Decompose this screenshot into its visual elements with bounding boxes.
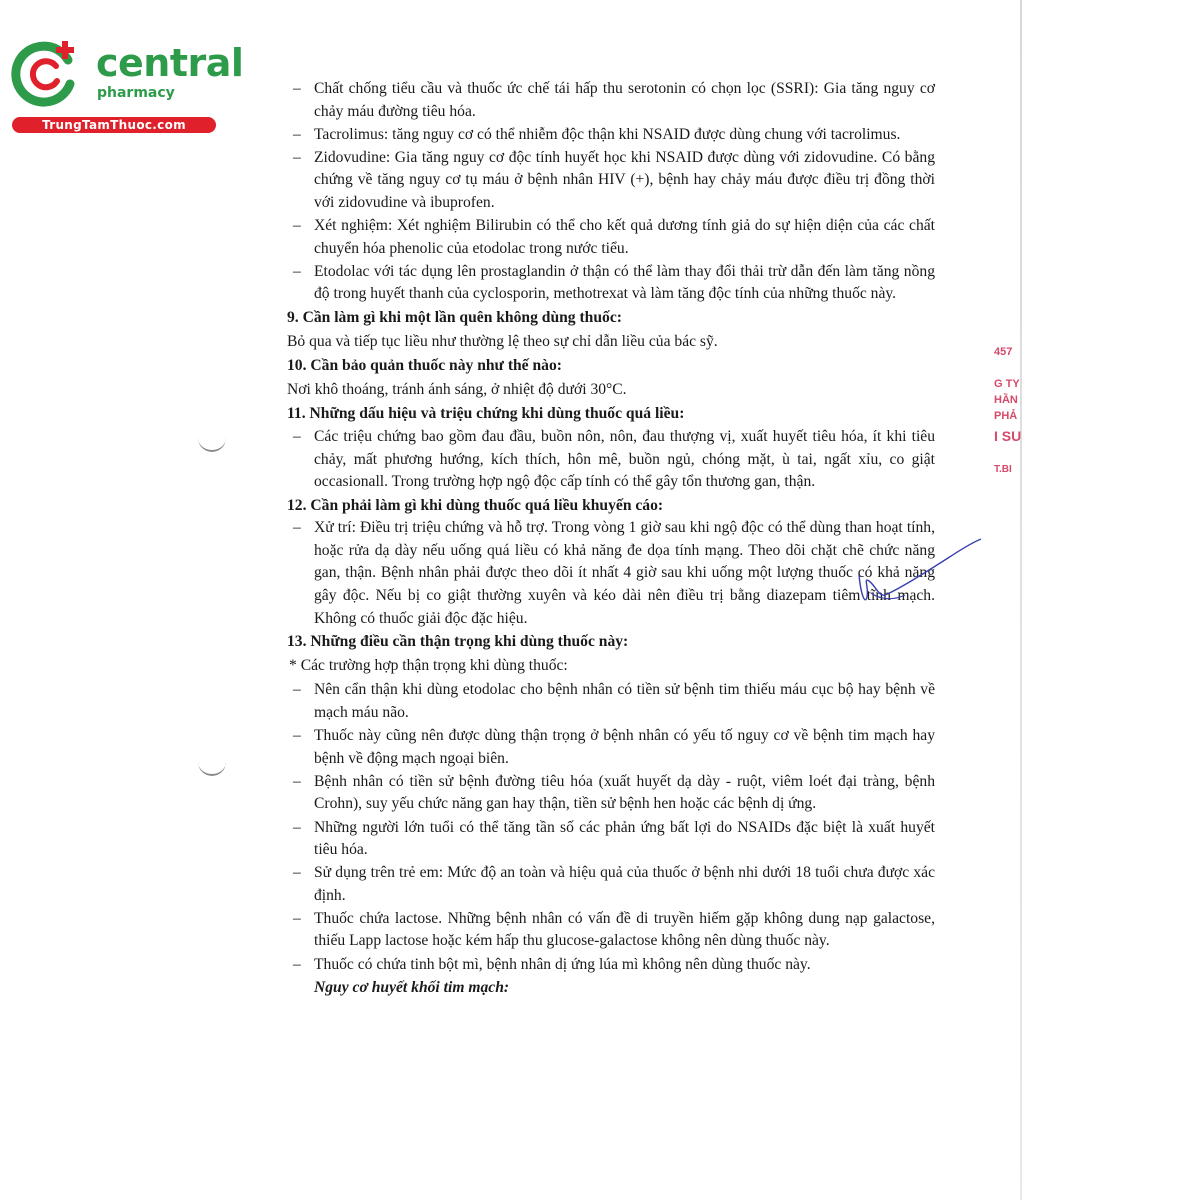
signature-mark [845, 535, 985, 625]
bullet-dash: – [293, 217, 301, 235]
bullet-text: Thuốc này cũng nên được dùng thận trọng ở bệnh nhân có yếu tố nguy cơ về bệnh tim mạch hay bệnh về động mạch ngoại biên. [314, 727, 935, 767]
bullet-item [287, 426, 935, 494]
note-line: * Các trường hợp thận trọng khi dùng thuốc: [289, 656, 568, 674]
bullet-text: Thuốc có chứa tinh bột mì, bệnh nhân dị ứng lúa mì không nên dùng thuốc này. [314, 955, 811, 973]
bullet-text: Xét nghiệm: Xét nghiệm Bilirubin có thể cho kết quả dương tính giả do sự hiện diện của các chất chuyển hóa phenolic của etodolac trong nước tiểu. [314, 217, 935, 257]
stamp-line: G TY [994, 378, 1020, 390]
bullet-dash: – [293, 262, 301, 280]
bullet-item [287, 908, 935, 953]
bullet-text: Nên cẩn thận khi dùng etodolac cho bệnh nhân có tiền sử bệnh tim thiếu máu cục bộ hay bệnh về mạch máu não. [314, 681, 935, 722]
bullet-item [287, 771, 935, 816]
bullet-dash: – [293, 519, 301, 537]
section-heading: 12. Cần phải làm gì khi dùng thuốc quá liều khuyến cáo: [287, 496, 664, 514]
bullet-dash: – [293, 125, 301, 143]
bullet-item [287, 215, 935, 260]
bullet-item [287, 862, 935, 907]
bullet-text: Xử trí: Điều trị triệu chứng và hỗ trợ. Trong vòng 1 giờ sau khi ngộ độc có thể dùng than hoạt tính, hoặc rửa dạ dày nếu uống quá liều có khả năng đe dọa tính mạng. Theo dõi chặt chẽ chức năng gan, thận. Bệnh nhân phải được theo dõi ít nhất 4 giờ sau khi uống một lượng thuốc có khả năng gây độc. Nếu bị co giật thường xuyên và kéo dài nên điều trị bằng diazepam tiêm tĩnh mạch. Không có thuốc giải độc đặc hiệu. [314, 519, 935, 627]
stamp-line: PHẢ [994, 410, 1018, 422]
bullet-dash: – [293, 148, 301, 166]
bullet-item [287, 725, 935, 770]
subheading-italic: Nguy cơ huyết khối tim mạch: [314, 978, 510, 996]
bullet-dash: – [293, 727, 301, 745]
page-edge [1020, 0, 1022, 1200]
stamp-line: I SU [994, 428, 1022, 444]
bullet-text: Bệnh nhân có tiền sử bệnh đường tiêu hóa (xuất huyết dạ dày - ruột, viêm loét đại tràng, bệnh Crohn), suy yếu chức năng gan hay thận, tiền sử bệnh hen hoặc các bệnh dị ứng. [314, 772, 935, 813]
central-logo-icon [10, 38, 80, 108]
stamp-line: HẦN [994, 394, 1018, 406]
document-body [287, 78, 935, 999]
bullet-dash: – [293, 955, 301, 973]
brand-name: central [96, 41, 244, 85]
stamp-fragment [990, 340, 1030, 490]
bullet-item [287, 517, 935, 630]
punch-hole-mark [198, 436, 226, 452]
paragraph: Bỏ qua và tiếp tục liều như thường lệ theo sự chỉ dẫn liều của bác sỹ. [287, 332, 718, 350]
bullet-text: Những người lớn tuổi có thể tăng tần số các phản ứng bất lợi do NSAIDs đặc biệt là xuất huyết tiêu hóa. [314, 818, 935, 859]
bullet-text: Zidovudine: Gia tăng nguy cơ độc tính huyết học khi NSAID được dùng với zidovudine. Có bằng chứng về tăng nguy cơ tụ máu ở bệnh nhân HIV (+), bệnh hay chảy máu được điều trị đồng thời với zidovudine và ibuprofen. [314, 148, 935, 211]
bullet-dash: – [293, 772, 301, 790]
bullet-dash: – [293, 80, 301, 97]
bullet-item [287, 679, 935, 724]
central-pharmacy-logo[interactable] [8, 38, 244, 138]
paragraph: Nơi khô thoáng, tránh ánh sáng, ở nhiệt độ dưới 30°C. [287, 380, 627, 398]
bullet-item [287, 147, 935, 215]
bullet-dash: – [293, 427, 301, 445]
bullet-item [287, 261, 935, 306]
bullet-dash: – [293, 818, 301, 836]
punch-hole-mark [198, 760, 226, 776]
bullet-text: Các triệu chứng bao gồm đau đầu, buồn nôn, nôn, đau thượng vị, xuất huyết tiêu hóa, ít khi tiêu chảy, mất phương hướng, kích thích, hôn mê, buồn ngủ, chóng mặt, ù tai, ngất xỉu, co giật occasionall. Trong trường hợp ngộ độc cấp tính có thể gây tổn thương gan, thận. [314, 427, 935, 491]
bullet-text: Etodolac với tác dụng lên prostaglandin ở thận có thể làm thay đổi thải trừ dẫn đến làm tăng nồng độ trong huyết thanh của cyclosporin, methotrexat và làm tăng độc tính của những thuốc này. [314, 262, 935, 303]
bullet-item [287, 817, 935, 862]
bullet-item [287, 78, 935, 123]
bullet-item [287, 954, 935, 977]
brand-subtitle: pharmacy [97, 85, 175, 101]
bullet-dash: – [293, 681, 301, 699]
bullet-text: Sử dụng trên trẻ em: Mức độ an toàn và hiệu quả của thuốc ở bệnh nhi dưới 18 tuổi chưa được xác định. [314, 864, 935, 904]
stamp-line: 457 [994, 346, 1013, 358]
section-heading: 11. Những dấu hiệu và triệu chứng khi dùng thuốc quá liều: [287, 405, 685, 423]
bullet-text: Chất chống tiểu cầu và thuốc ức chế tái hấp thu serotonin có chọn lọc (SSRI): Gia tăng nguy cơ chảy máu đường tiêu hóa. [314, 80, 935, 120]
bullet-dash: – [293, 864, 301, 882]
stamp-line: T.BI [994, 464, 1012, 475]
section-heading: 10. Cần bảo quản thuốc này như thế nào: [287, 357, 562, 375]
brand-website[interactable]: TrungTamThuoc.com [12, 117, 216, 133]
bullet-text: Thuốc chứa lactose. Những bệnh nhân có vấn đề di truyền hiếm gặp không dung nạp galactose, thiếu Lapp lactose hoặc kém hấp thu glucose-galactose không nên dùng thuốc này. [314, 909, 935, 950]
bullet-text: Tacrolimus: tăng nguy cơ có thể nhiễm độc thận khi NSAID được dùng chung với tacrolimus. [314, 125, 901, 143]
bullet-item [287, 124, 935, 147]
section-heading: 9. Cần làm gì khi một lần quên không dùng thuốc: [287, 308, 622, 326]
section-heading: 13. Những điều cần thận trọng khi dùng thuốc này: [287, 633, 629, 651]
bullet-dash: – [293, 909, 301, 927]
